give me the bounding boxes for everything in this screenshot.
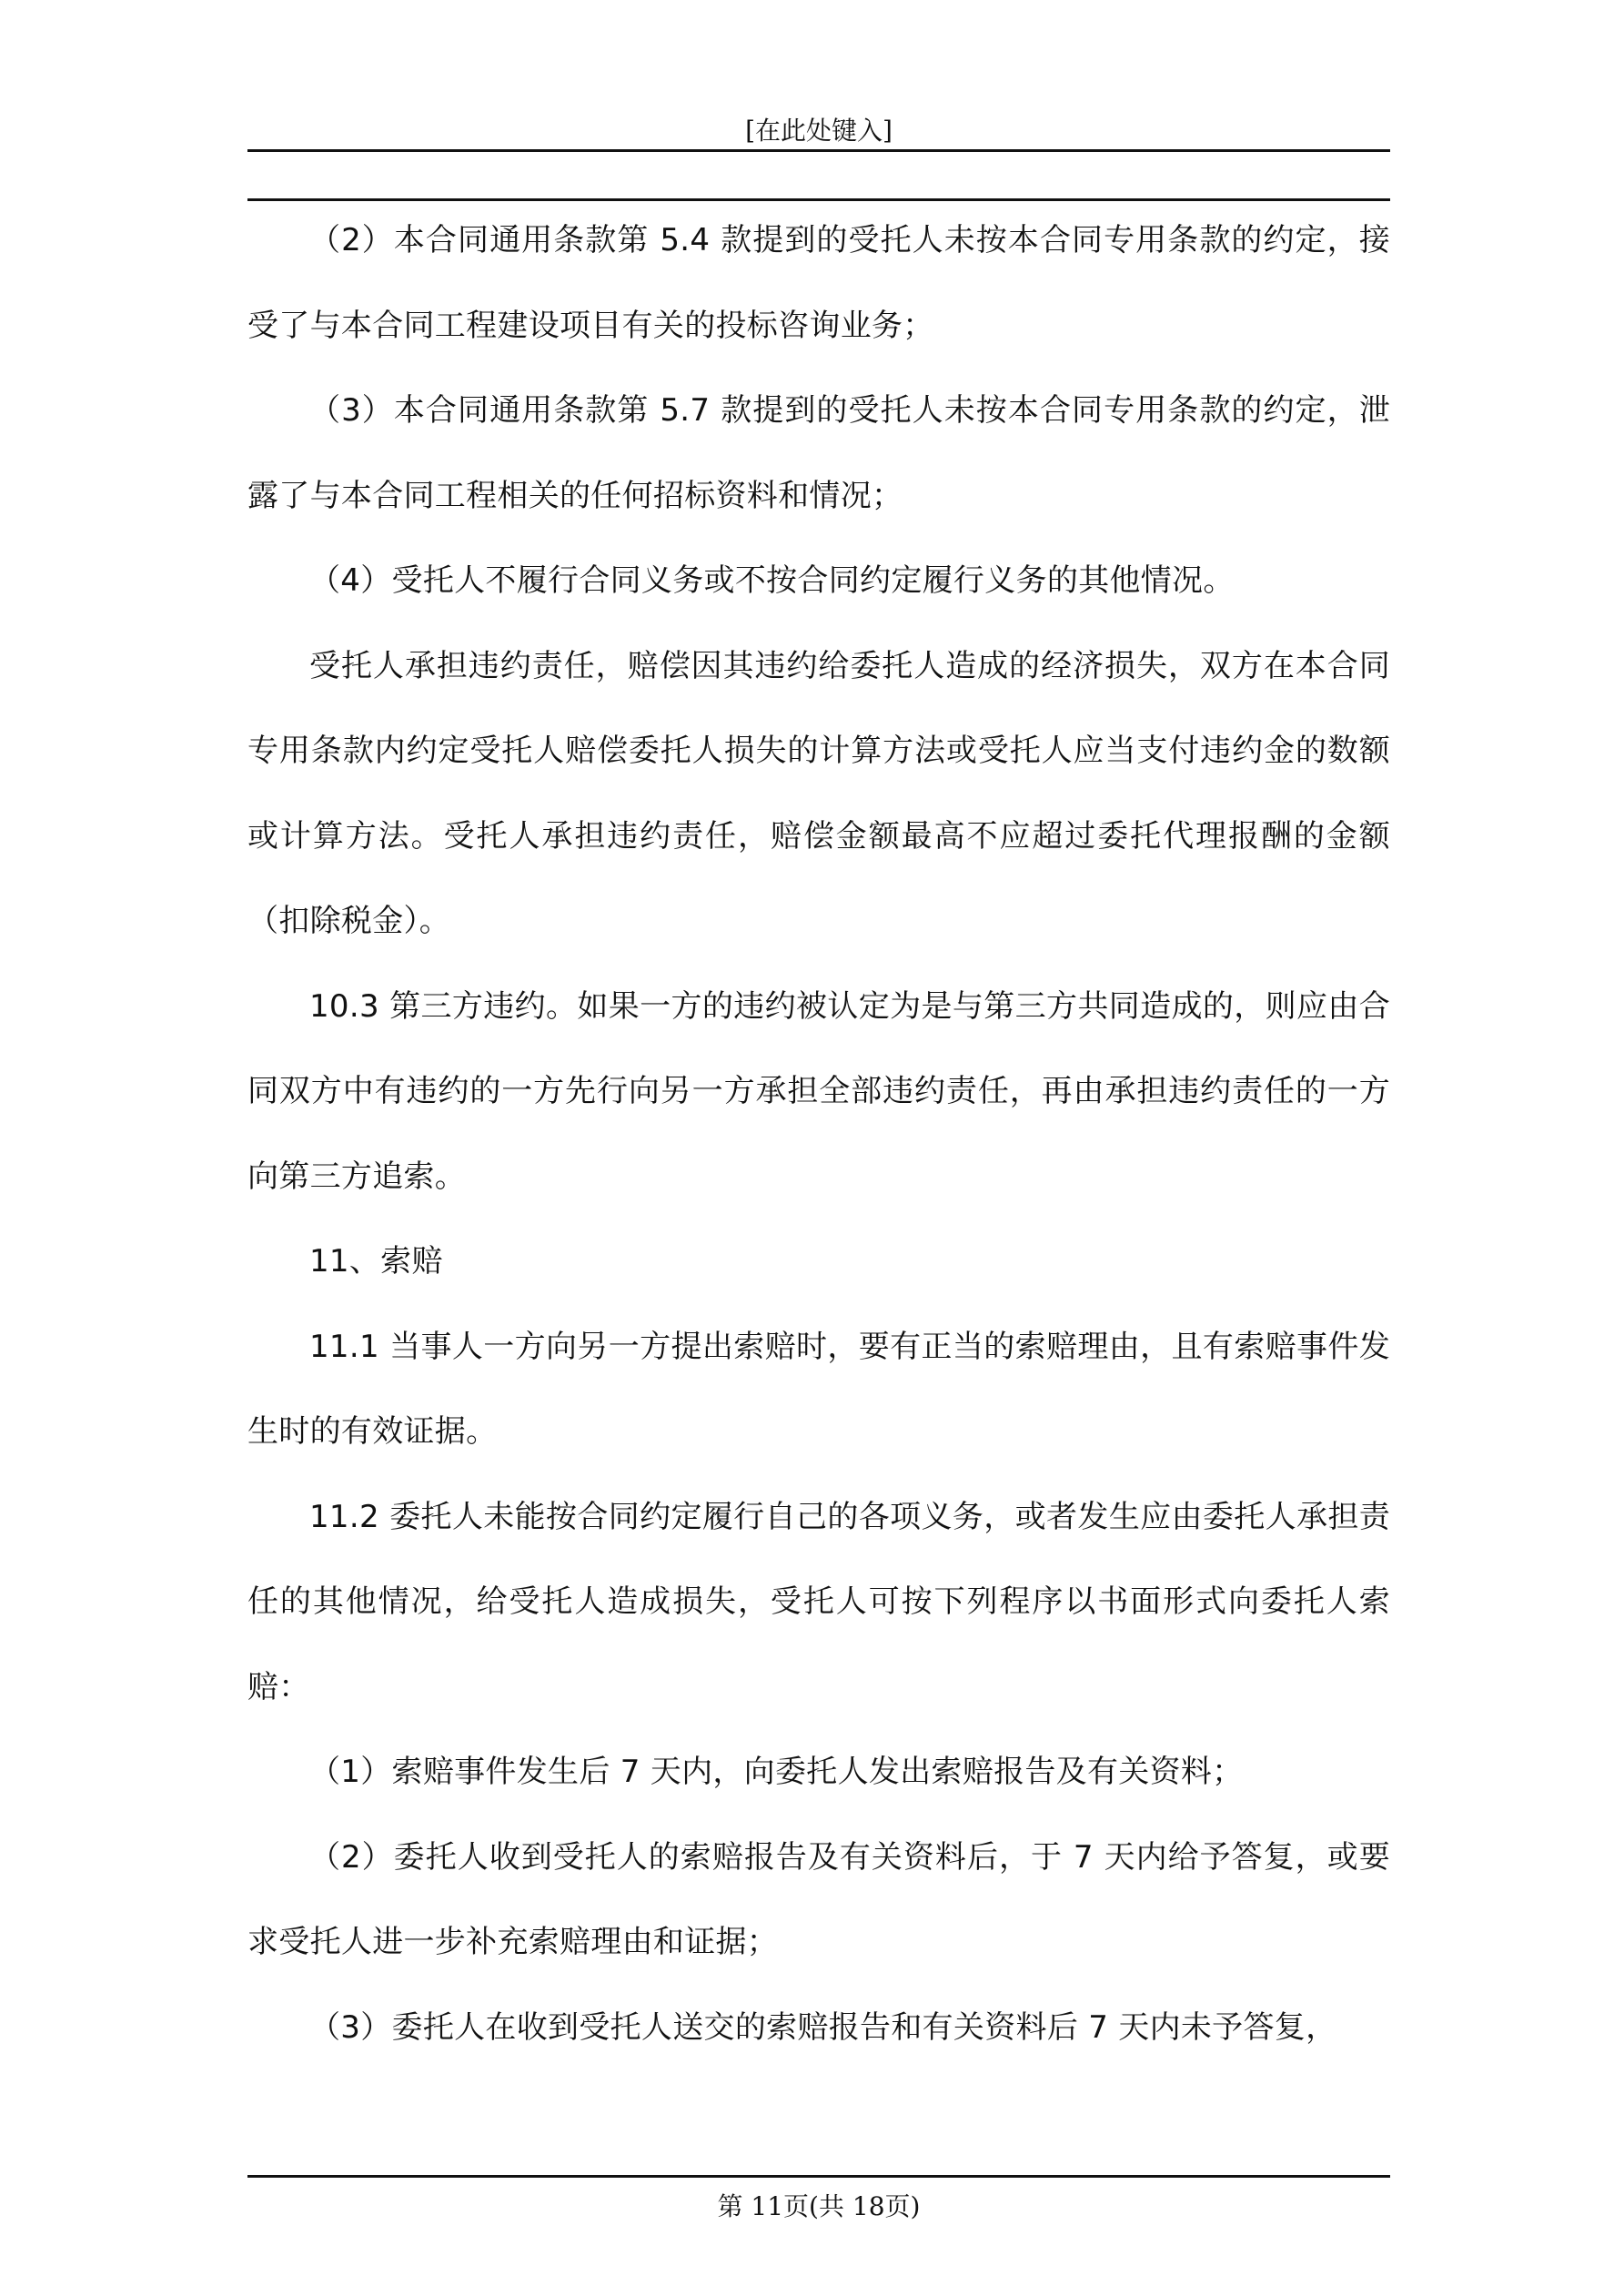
paragraph-9: （1）索赔事件发生后 7 天内，向委托人发出索赔报告及有关资料； xyxy=(309,1754,1244,1790)
paragraph-5: 10.3 第三方违约。如果一方的违约被认定为是与第三方共同造成的，则应由合同双方中有违约的一方先行向另一方承担全部违约责任，再由承担违约责任的一方向第三方追索。 xyxy=(247,987,1390,1195)
paragraph-4: 受托人承担违约责任，赔偿因其违约给委托人造成的经济损失，双方在本合同专用条款内约定受托人赔偿委托人损失的计算方法或受托人应当支付违约金的数额或计算方法。受托人承担违约责任，赔偿金额最高不应超过委托代理报酬的金额（扣除税金）。 xyxy=(247,647,1390,939)
paragraph-10: （2）委托人收到受托人的索赔报告及有关资料后，于 7 天内给予答复，或要求受托人进一步补充索赔理由和证据； xyxy=(247,1838,1390,1960)
document-body xyxy=(247,198,1390,2070)
page-header: [在此处键入] xyxy=(745,116,893,146)
paragraph-8: 11.2 委托人未能按合同约定履行自己的各项义务，或者发生应由委托人承担责任的其他情况，给受托人造成损失，受托人可按下列程序以书面形式向委托人索赔： xyxy=(247,1498,1390,1705)
paragraph-1: （2）本合同通用条款第 5.4 款提到的受托人未按本合同专用条款的约定，接受了与本合同工程建设项目有关的投标咨询业务； xyxy=(247,222,1390,344)
section-heading-11: 11、索赔 xyxy=(309,1243,443,1279)
header-rule-top xyxy=(247,149,1390,152)
paragraph-2: （3）本合同通用条款第 5.7 款提到的受托人未按本合同专用条款的约定，泄露了与本合同工程相关的任何招标资料和情况； xyxy=(247,392,1390,514)
paragraph-3: （4）受托人不履行合同义务或不按合同约定履行义务的其他情况。 xyxy=(309,562,1235,599)
page-footer: 第 11页(共 18页) xyxy=(717,2191,921,2221)
paragraph-11: （3）委托人在收到受托人送交的索赔报告和有关资料后 7 天内未予答复， xyxy=(309,2008,1337,2046)
paragraph-7: 11.1 当事人一方向另一方提出索赔时，要有正当的索赔理由，且有索赔事件发生时的有效证据。 xyxy=(247,1328,1390,1450)
footer-rule xyxy=(247,2175,1390,2178)
